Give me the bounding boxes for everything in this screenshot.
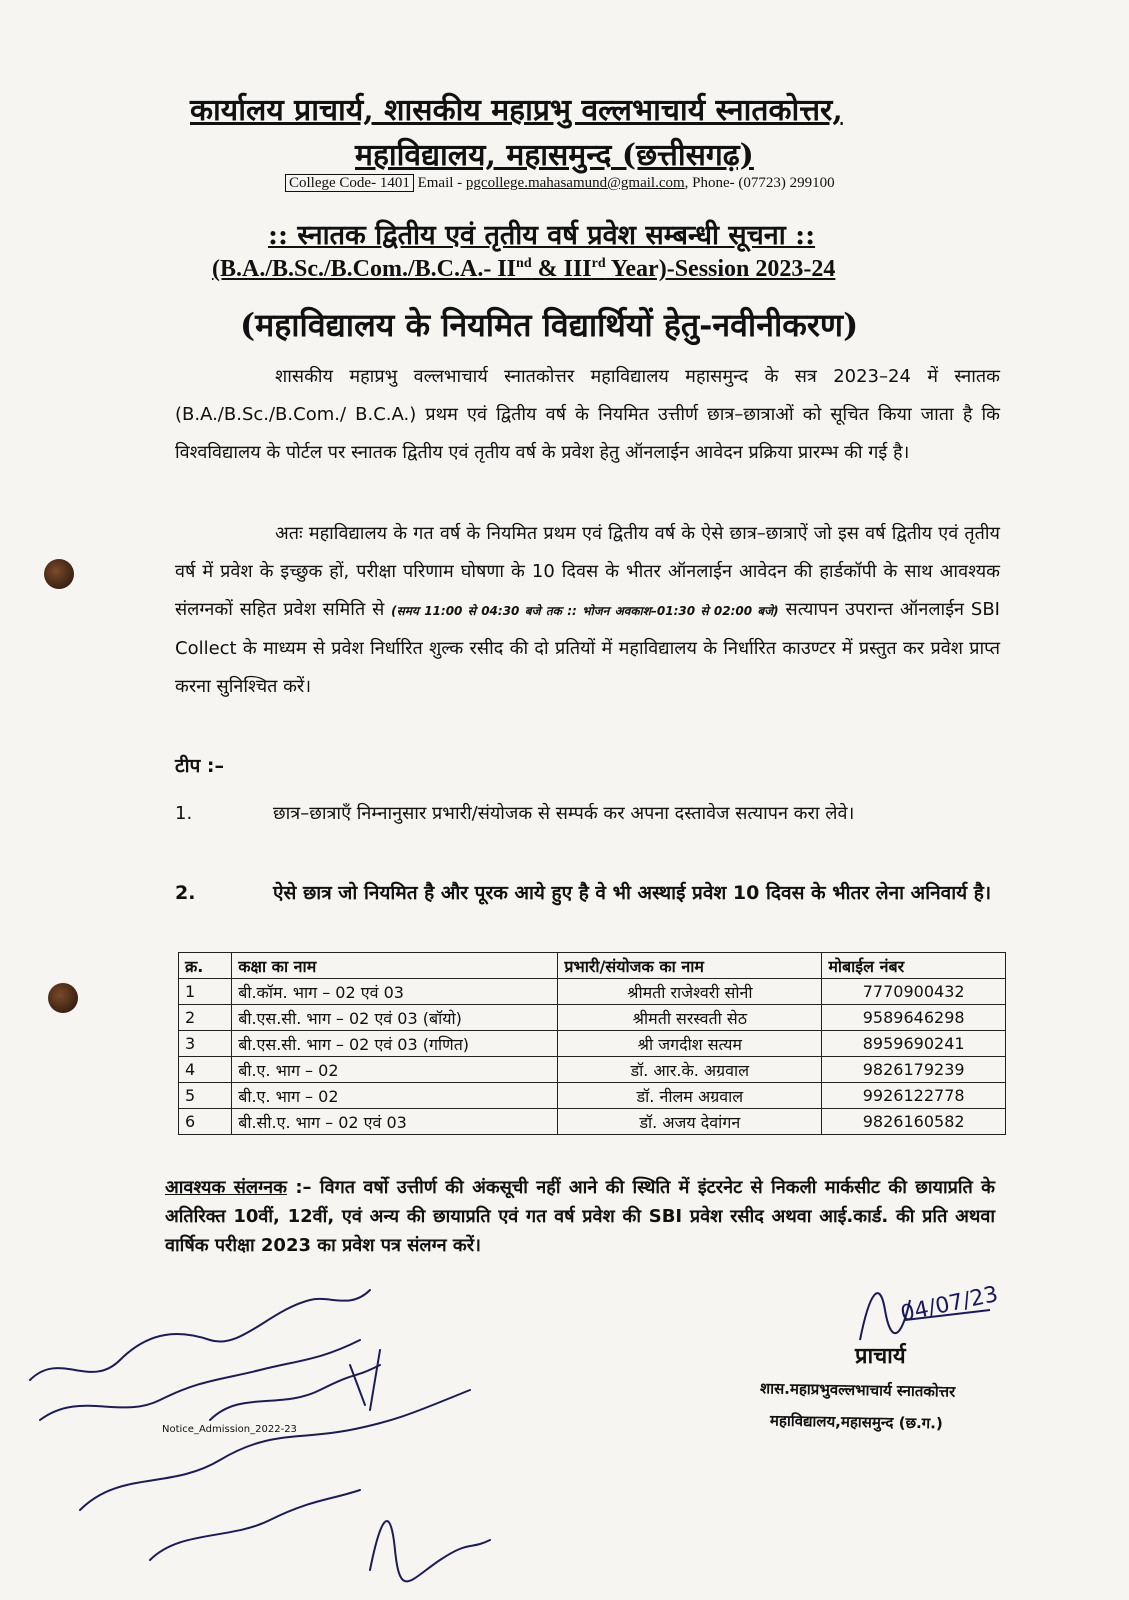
timing-note: (समय 11:00 से 04:30 बजे तक :: भोजन अवकाश–01:30 से 02:00 बजे) — [391, 604, 779, 618]
seal-line-1: शास.महाप्रभुवल्लभाचार्य स्नातकोत्तर — [759, 1379, 956, 1401]
col-mobile: मोबाईल नंबर — [822, 953, 1006, 979]
phone-number: , Phone- (07723) 299100 — [684, 175, 835, 191]
file-reference: Notice_Admission_2022-23 — [162, 1424, 297, 1435]
col-serial: क्र. — [179, 953, 232, 979]
contact-line — [285, 175, 835, 192]
instruction-paragraph: अतः महाविद्यालय के गत वर्ष के नियमित प्रथम एवं द्वितीय वर्ष के ऐसे छात्र–छात्राऐं जो इस वर्ष द्वितीय एवं तृतीय वर्ष में प्रवेश के इच्छुक हों, परीक्षा परिणाम घोषणा के 10 दिवस के भीतर ऑनलाईन आवेदन की हार्डकॉपी के साथ आवश्यक संलग्नकों सहित प्रवेश समिति से (समय 11:00 से 04:30 बजे तक :: भोजन अवकाश–01:30 से 02:00 बजे) सत्यापन उपरान्त ऑनलाईन SBI Collect के माध्यम से प्रवेश निर्धारित शुल्क रसीद की दो प्रतियों में महाविद्यालय के निर्धारित काउण्टर में प्रस्तुत कर प्रवेश प्राप्त करना सुनिश्चित करें। — [175, 523, 1000, 697]
office-title-line1: कार्यालय प्राचार्य, शासकीय महाप्रभु वल्लभाचार्य स्नातकोत्तर, — [190, 93, 843, 128]
signature-date: 04/07/23 — [898, 1282, 1001, 1327]
table-header-row — [179, 953, 1006, 979]
note-point-1: 1. छात्र–छात्राऍं निम्नानुसार प्रभारी/संयोजक से सम्पर्क कर अपना दस्तावेज सत्यापन करा लेवे। — [175, 803, 855, 824]
email-label: Email - — [417, 175, 466, 191]
principal-label: प्राचार्य — [855, 1344, 906, 1369]
seal-line-2: महाविद्यालय,महासमुन्द (छ.ग.) — [769, 1411, 943, 1433]
table-row: 4 बी.ए. भाग – 02 डॉ. आर.के. अग्रवाल 9826179239 — [179, 1057, 1006, 1083]
col-class: कक्षा का नाम — [232, 953, 558, 979]
required-attachments: आवश्यक संलग्नक :– विगत वर्षो उत्तीर्ण की अंकसूची नहीं आने की स्थिति में इंटरनेट से निकली मार्कसीट की छायाप्रति के अतिरिक्त 10वीं, 12वीं, एवं अन्य की छायाप्रति एवं गत वर्ष प्रवेश की SBI प्रवेश रसीद अथवा आई.कार्ड. की प्रति अथवा वार्षिक परीक्षा 2023 का प्रवेश पत्र संलग्न करें। — [165, 1177, 996, 1256]
renewal-subtitle: (महाविद्यालय के नियमित विद्यार्थियों हेतु-नवीनीकरण) — [240, 306, 859, 344]
col-incharge: प्रभारी/संयोजक का नाम — [558, 953, 822, 979]
incharge-table — [178, 952, 1006, 1135]
note-point-2: 2. ऐसे छात्र जो नियमित है और पूरक आये हुए है वे भी अस्थाई प्रवेश 10 दिवस के भीतर लेना अनिवार्य है। — [175, 882, 992, 904]
table-row: 1 बी.कॉम. भाग – 02 एवं 03 श्रीमती राजेश्वरी सोनी 7770900432 — [179, 979, 1006, 1005]
office-title-line2: महाविद्यालय, महासमुन्द (छत्तीसगढ़) — [355, 138, 754, 173]
college-code: College Code- 1401 — [285, 174, 414, 192]
attachments-label: आवश्यक संलग्नक — [165, 1177, 287, 1198]
table-row: 2 बी.एस.सी. भाग – 02 एवं 03 (बॉयो) श्रीमती सरस्वती सेठ 9589646298 — [179, 1005, 1006, 1031]
notice-title: :: स्नातक द्वितीय एवं तृतीय वर्ष प्रवेश सम्बन्धी सूचना :: — [268, 220, 816, 251]
intro-paragraph: शासकीय महाप्रभु वल्लभाचार्य स्नातकोत्तर महाविद्यालय महासमुन्द के सत्र 2023–24 में स्नातक (B.A./B.Sc./B.Com./ B.C.A.) प्रथम एवं द्वितीय वर्ष के नियमित उत्तीर्ण छात्र–छात्राओं को सूचित किया जाता है कि विश्वविद्यालय के पोर्टल पर स्नातक द्वितीय एवं तृतीय वर्ष के प्रवेश हेतु ऑनलाईन आवेदन प्रक्रिया प्रारम्भ की गई है। — [175, 366, 1000, 463]
email-address: pgcollege.mahasamund@gmail.com — [465, 175, 685, 191]
table-row: 3 बी.एस.सी. भाग – 02 एवं 03 (गणित) श्री जगदीश सत्यम 8959690241 — [179, 1031, 1006, 1057]
punch-hole-bottom — [48, 983, 78, 1013]
punch-hole-top — [44, 559, 74, 589]
table-row: 5 बी.ए. भाग – 02 डॉ. नीलम अग्रवाल 9926122778 — [179, 1083, 1006, 1109]
table-row: 6 बी.सी.ए. भाग – 02 एवं 03 डॉ. अजय देवांगन 9826160582 — [179, 1109, 1006, 1135]
course-session-title: (B.A./B.Sc./B.Com./B.C.A.- IInd & IIIrd Year)-Session 2023-24 — [212, 256, 836, 282]
note-heading: टीप :– — [175, 755, 225, 777]
